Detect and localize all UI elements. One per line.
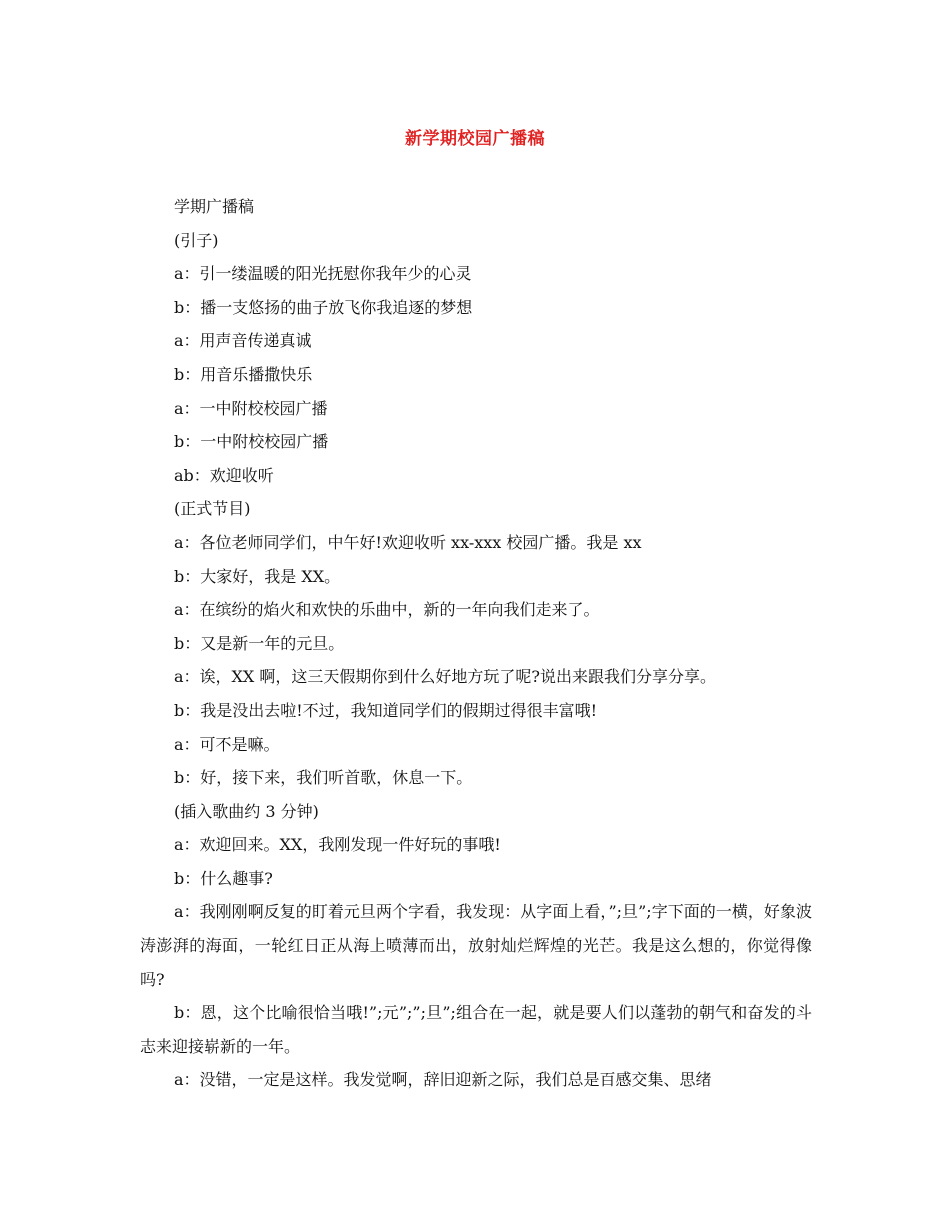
text-line: b：一中附校校园广播 [174,432,329,452]
text-line: b：好，接下来，我们听首歌，休息一下。 [174,768,473,788]
text-line: b：我是没出去啦!不过，我知道同学们的假期过得很丰富哦! [174,700,598,720]
text-line: b：用音乐播撒快乐 [174,364,313,384]
text-line: (正式节目) [174,499,251,519]
text-paragraph: a：我刚刚啊反复的盯着元旦两个字看，我发现：从字面上看，”;旦”;字下面的一横，好象波涛澎湃的海面，一轮红日正从海上喷薄而出，放射灿烂辉煌的光芒。我是这么想的，你觉得像吗? [140,902,812,989]
text-paragraph: b：恩，这个比喻很恰当哦!”;元”;”;旦”;组合在一起，就是要人们以蓬勃的朝气和奋发的斗志来迎接崭新的一年。 [140,1003,812,1056]
text-line: a：用声音传递真诚 [174,331,312,351]
text-line: a：欢迎回来。XX，我刚发现一件好玩的事哦! [174,835,501,855]
text-line: a：引一缕温暖的阳光抚慰你我年少的心灵 [174,264,472,284]
text-line: b：又是新一年的元旦。 [174,633,345,653]
text-line: a：可不是嘛。 [174,734,280,754]
text-line: (插入歌曲约 3 分钟) [174,801,319,821]
text-line: a：诶，XX 啊，这三天假期你到什么好地方玩了呢?说出来跟我们分享分享。 [174,667,716,687]
document-body [140,190,812,1097]
text-line: b：播一支悠扬的曲子放飞你我追逐的梦想 [174,297,473,317]
text-line: b：大家好，我是 XX。 [174,566,341,586]
text-line: a：在缤纷的焰火和欢快的乐曲中，新的一年向我们走来了。 [174,600,600,620]
text-paragraph: a：没错，一定是这样。我发觉啊，辞旧迎新之际，我们总是百感交集、思绪 [174,1070,712,1090]
text-line: b：什么趣事? [174,868,273,888]
document-title: 新学期校园广播稿 [405,129,545,149]
text-line: a：各位老师同学们，中午好!欢迎收听 xx-xxx 校园广播。我是 xx [174,532,642,552]
text-line: ab：欢迎收听 [174,465,274,485]
text-line: (引子) [174,230,219,250]
text-line: a：一中附校校园广播 [174,398,328,418]
text-line: 学期广播稿 [174,197,255,216]
